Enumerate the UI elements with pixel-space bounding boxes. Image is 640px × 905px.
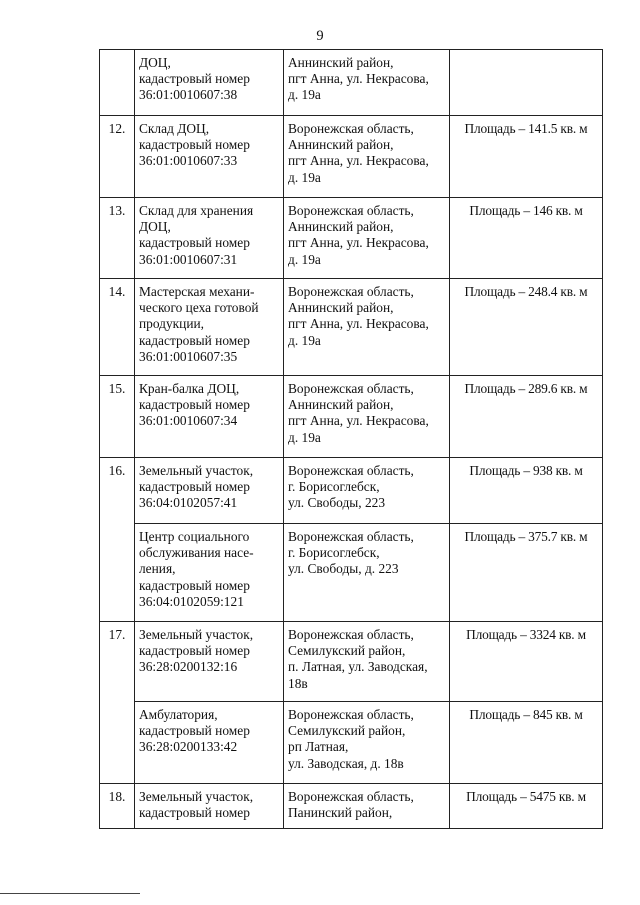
address-line: 18в: [288, 675, 308, 691]
area-cell: Площадь – 248.4 кв. м: [450, 279, 603, 376]
table-row: [100, 702, 603, 784]
area-cell: Площадь – 5475 кв. м: [450, 784, 603, 829]
address-line: Аннинский район,: [288, 55, 394, 70]
object-name-line: Кран-балка ДОЦ,: [139, 381, 240, 396]
address-line: Семилукский район,: [288, 723, 406, 739]
row-number: 15.: [100, 376, 135, 458]
address-line: Воронежская область,: [288, 121, 414, 136]
object-name-cell: [135, 198, 284, 279]
area-cell: Площадь – 3324 кв. м: [450, 622, 603, 702]
area-cell: Площадь – 146 кв. м: [450, 198, 603, 279]
object-name-cell: [135, 116, 284, 198]
object-name-line: кадастровый номер: [139, 577, 250, 593]
row-number: 17.: [100, 622, 135, 784]
address-line: Аннинский район,: [288, 219, 394, 235]
address-cell: [284, 198, 450, 279]
object-name-line: 36:28:0200132:16: [139, 659, 238, 675]
address-cell: [284, 622, 450, 702]
object-name-line: Склад для хранения: [139, 203, 254, 218]
table-row: [100, 524, 603, 622]
address-line: Семилукский район,: [288, 643, 406, 659]
address-line: Воронежская область,: [288, 203, 414, 218]
area-cell: Площадь – 375.7 кв. м: [450, 524, 603, 622]
area-cell: Площадь – 141.5 кв. м: [450, 116, 603, 198]
object-name-line: Земельный участок,: [139, 463, 254, 478]
address-line: Воронежская область,: [288, 381, 414, 396]
page-number: 9: [316, 28, 324, 44]
object-name-cell: [135, 702, 284, 784]
table-row: [100, 116, 603, 198]
row-number: 13.: [100, 198, 135, 279]
object-name-line: ДОЦ,: [139, 219, 171, 235]
row-number: [100, 50, 135, 116]
address-cell: [284, 702, 450, 784]
object-name-line: Мастерская механи-: [139, 284, 255, 299]
object-name-cell: [135, 50, 284, 116]
object-name-line: 36:01:0010607:34: [139, 413, 238, 429]
object-name-cell: [135, 376, 284, 458]
address-line: пгт Анна, ул. Некрасова,: [288, 316, 429, 332]
object-name-line: кадастровый номер: [139, 332, 250, 348]
table-row: [100, 279, 603, 376]
row-number: 18.: [100, 784, 135, 829]
address-cell: [284, 524, 450, 622]
area-cell: Площадь – 938 кв. м: [450, 458, 603, 524]
address-line: пгт Анна, ул. Некрасова,: [288, 71, 429, 87]
object-name-line: 36:01:0010607:35: [139, 348, 238, 364]
object-name-line: Земельный участок,: [139, 627, 254, 642]
address-line: Воронежская область,: [288, 463, 414, 478]
row-number: 14.: [100, 279, 135, 376]
address-line: д. 19а: [288, 429, 321, 445]
object-name-cell: [135, 622, 284, 702]
address-line: Аннинский район,: [288, 397, 394, 413]
property-table: [99, 49, 603, 829]
address-line: д. 19а: [288, 251, 321, 267]
object-name-line: 36:01:0010607:31: [139, 251, 238, 267]
address-line: ул. Свободы, 223: [288, 495, 386, 511]
object-name-line: Амбулатория,: [139, 707, 218, 722]
table-row: [100, 622, 603, 702]
address-line: п. Латная, ул. Заводская,: [288, 659, 428, 675]
address-line: рп Латная,: [288, 739, 349, 755]
object-name-line: кадастровый номер: [139, 235, 250, 251]
object-name-line: кадастровый номер: [139, 723, 250, 739]
address-line: г. Борисоглебск,: [288, 545, 380, 561]
address-line: Воронежская область,: [288, 284, 414, 299]
address-cell: [284, 784, 450, 829]
area-cell: [450, 50, 603, 116]
address-line: г. Борисоглебск,: [288, 479, 380, 495]
address-line: Воронежская область,: [288, 707, 414, 722]
object-name-line: ДОЦ,: [139, 55, 171, 70]
object-name-line: Земельный участок,: [139, 789, 254, 804]
address-cell: [284, 279, 450, 376]
table-row: [100, 198, 603, 279]
object-name-cell: [135, 279, 284, 376]
object-name-cell: [135, 524, 284, 622]
object-name-line: Склад ДОЦ,: [139, 121, 210, 136]
address-line: Панинский район,: [288, 805, 393, 821]
address-line: Аннинский район,: [288, 300, 394, 316]
object-name-line: 36:28:0200133:42: [139, 739, 238, 755]
address-cell: [284, 116, 450, 198]
address-line: Аннинский район,: [288, 137, 394, 153]
address-cell: [284, 376, 450, 458]
address-line: д. 19а: [288, 87, 321, 103]
area-cell: Площадь – 289.6 кв. м: [450, 376, 603, 458]
object-name-line: 36:01:0010607:38: [139, 87, 238, 103]
object-name-cell: [135, 458, 284, 524]
object-name-line: обслуживания насе-: [139, 545, 254, 561]
object-name-cell: [135, 784, 284, 829]
address-line: ул. Свободы, д. 223: [288, 561, 399, 577]
address-cell: [284, 50, 450, 116]
object-name-line: 36:04:0102057:41: [139, 495, 238, 511]
object-name-line: кадастровый номер: [139, 71, 250, 87]
object-name-line: 36:01:0010607:33: [139, 153, 238, 169]
row-number: 16.: [100, 458, 135, 622]
address-line: Воронежская область,: [288, 789, 414, 804]
address-line: д. 19а: [288, 169, 321, 185]
table-row: [100, 50, 603, 116]
table-row: [100, 784, 603, 829]
object-name-line: кадастровый номер: [139, 137, 250, 153]
address-line: д. 19а: [288, 332, 321, 348]
address-line: Воронежская область,: [288, 529, 414, 544]
table-row: [100, 458, 603, 524]
address-line: Воронежская область,: [288, 627, 414, 642]
object-name-line: кадастровый номер: [139, 643, 250, 659]
object-name-line: продукции,: [139, 316, 205, 332]
area-cell: Площадь – 845 кв. м: [450, 702, 603, 784]
address-line: пгт Анна, ул. Некрасова,: [288, 413, 429, 429]
footnote-separator: [0, 893, 140, 894]
address-cell: [284, 458, 450, 524]
object-name-line: Центр социального: [139, 529, 250, 544]
table-row: [100, 376, 603, 458]
object-name-line: кадастровый номер: [139, 805, 250, 821]
object-name-line: ческого цеха готовой: [139, 300, 259, 316]
row-number: 12.: [100, 116, 135, 198]
address-line: пгт Анна, ул. Некрасова,: [288, 235, 429, 251]
address-line: пгт Анна, ул. Некрасова,: [288, 153, 429, 169]
object-name-line: кадастровый номер: [139, 397, 250, 413]
object-name-line: ления,: [139, 561, 176, 577]
address-line: ул. Заводская, д. 18в: [288, 755, 404, 771]
object-name-line: 36:04:0102059:121: [139, 593, 244, 609]
object-name-line: кадастровый номер: [139, 479, 250, 495]
